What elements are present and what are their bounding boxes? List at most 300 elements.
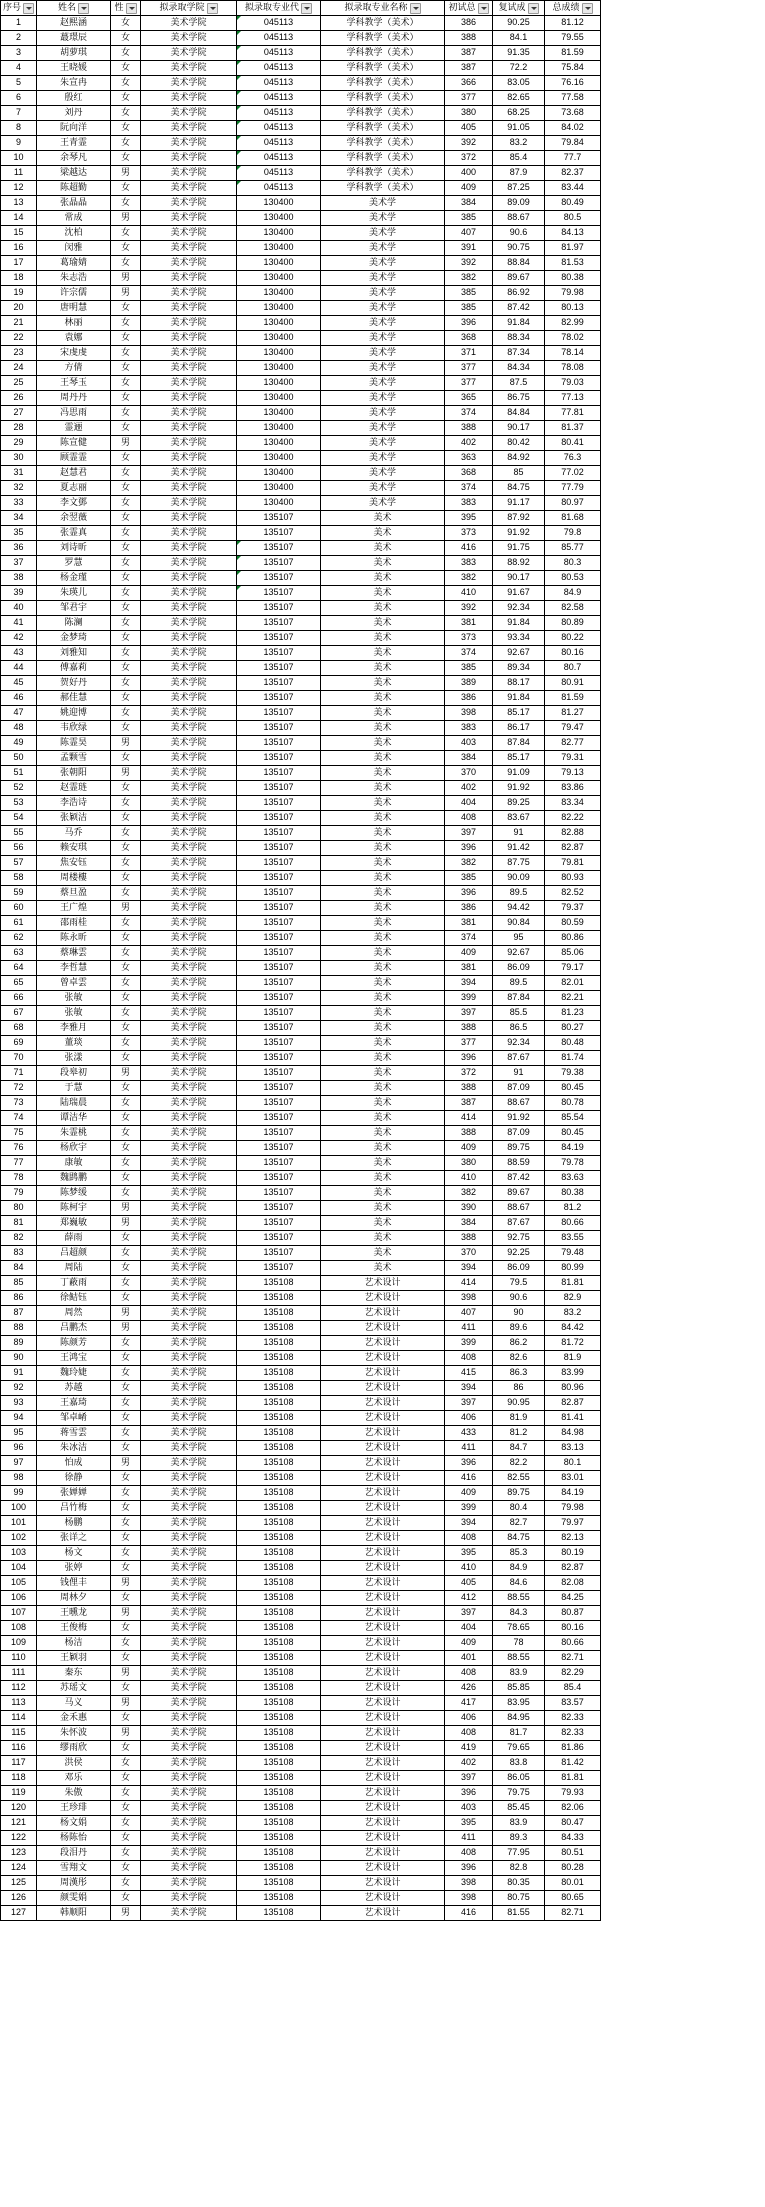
cell-major-name: 艺术设计	[321, 1681, 445, 1696]
cell-initial-score: 392	[445, 601, 493, 616]
cell-gender: 女	[111, 331, 141, 346]
cell-initial-score: 396	[445, 886, 493, 901]
cell-total-score: 82.21	[545, 991, 601, 1006]
cell-name: 王琴玉	[37, 376, 111, 391]
cell-gender: 女	[111, 1846, 141, 1861]
cell-index: 91	[1, 1366, 37, 1381]
cell-total-score: 77.7	[545, 151, 601, 166]
cell-retest-score: 87.42	[493, 1171, 545, 1186]
cell-initial-score: 408	[445, 1846, 493, 1861]
cell-college: 美术学院	[141, 961, 237, 976]
cell-index: 77	[1, 1156, 37, 1171]
cell-major-code: 135107	[237, 1171, 321, 1186]
cell-total-score: 84.19	[545, 1141, 601, 1156]
cell-major-code: 135107	[237, 706, 321, 721]
cell-college: 美术学院	[141, 1456, 237, 1471]
cell-gender: 男	[111, 1201, 141, 1216]
cell-retest-score: 82.2	[493, 1456, 545, 1471]
cell-index: 27	[1, 406, 37, 421]
cell-index: 18	[1, 271, 37, 286]
cell-total-score: 82.71	[545, 1906, 601, 1921]
cell-gender: 女	[111, 1831, 141, 1846]
column-header-college[interactable]	[141, 1, 237, 16]
cell-major-code: 130400	[237, 361, 321, 376]
table-row	[1, 556, 601, 571]
table-row	[1, 1891, 601, 1906]
cell-major-name: 美术	[321, 976, 445, 991]
cell-college: 美术学院	[141, 901, 237, 916]
cell-initial-score: 368	[445, 331, 493, 346]
cell-name: 王嘉琦	[37, 1396, 111, 1411]
cell-retest-score: 89.34	[493, 661, 545, 676]
cell-major-code: 135108	[237, 1321, 321, 1336]
cell-retest-score: 84.9	[493, 1561, 545, 1576]
cell-major-name: 艺术设计	[321, 1501, 445, 1516]
column-header-major-name[interactable]	[321, 1, 445, 16]
table-row	[1, 946, 601, 961]
cell-retest-score: 91	[493, 826, 545, 841]
table-row	[1, 166, 601, 181]
cell-major-code: 135108	[237, 1741, 321, 1756]
cell-total-score: 80.19	[545, 1546, 601, 1561]
table-row	[1, 1741, 601, 1756]
cell-retest-score: 84.7	[493, 1441, 545, 1456]
cell-gender: 男	[111, 436, 141, 451]
cell-total-score: 82.77	[545, 736, 601, 751]
cell-gender: 女	[111, 1441, 141, 1456]
cell-major-code: 135107	[237, 946, 321, 961]
cell-gender: 女	[111, 1156, 141, 1171]
cell-initial-score: 407	[445, 226, 493, 241]
cell-college: 美术学院	[141, 661, 237, 676]
cell-major-code: 135108	[237, 1861, 321, 1876]
cell-retest-score: 84.1	[493, 31, 545, 46]
cell-retest-score: 86.3	[493, 1366, 545, 1381]
cell-total-score: 80.22	[545, 631, 601, 646]
cell-retest-score: 84.34	[493, 361, 545, 376]
cell-index: 82	[1, 1231, 37, 1246]
cell-major-name: 美术学	[321, 436, 445, 451]
table-row	[1, 571, 601, 586]
cell-retest-score: 91.05	[493, 121, 545, 136]
cell-major-code: 045113	[237, 46, 321, 61]
cell-initial-score: 397	[445, 1396, 493, 1411]
cell-name: 曾卓雲	[37, 976, 111, 991]
cell-index: 76	[1, 1141, 37, 1156]
cell-gender: 女	[111, 586, 141, 601]
cell-retest-score: 78.65	[493, 1621, 545, 1636]
cell-gender: 女	[111, 1876, 141, 1891]
cell-index: 55	[1, 826, 37, 841]
cell-major-name: 艺术设计	[321, 1831, 445, 1846]
cell-total-score: 81.37	[545, 421, 601, 436]
cell-index: 86	[1, 1291, 37, 1306]
cell-college: 美术学院	[141, 1291, 237, 1306]
column-header-initial-score[interactable]	[445, 1, 493, 16]
table-row	[1, 916, 601, 931]
cell-index: 29	[1, 436, 37, 451]
table-row	[1, 16, 601, 31]
cell-retest-score: 87.84	[493, 736, 545, 751]
filter-dropdown-icon[interactable]	[478, 3, 489, 14]
cell-index: 40	[1, 601, 37, 616]
cell-initial-score: 392	[445, 136, 493, 151]
cell-initial-score: 373	[445, 526, 493, 541]
cell-total-score: 83.34	[545, 796, 601, 811]
cell-initial-score: 402	[445, 1756, 493, 1771]
table-row	[1, 721, 601, 736]
cell-index: 83	[1, 1246, 37, 1261]
cell-name: 杨文娟	[37, 1816, 111, 1831]
cell-college: 美术学院	[141, 811, 237, 826]
column-header-index[interactable]	[1, 1, 37, 16]
cell-major-code: 135107	[237, 1141, 321, 1156]
cell-major-name: 学科教学（美术）	[321, 61, 445, 76]
table-row	[1, 391, 601, 406]
cell-index: 103	[1, 1546, 37, 1561]
cell-index: 7	[1, 106, 37, 121]
cell-name: 殷红	[37, 91, 111, 106]
cell-name: 颜雯娟	[37, 1891, 111, 1906]
cell-initial-score: 416	[445, 1471, 493, 1486]
cell-college: 美术学院	[141, 271, 237, 286]
cell-retest-score: 92.67	[493, 646, 545, 661]
column-header-label: 总成绩	[552, 2, 580, 13]
cell-total-score: 82.29	[545, 1666, 601, 1681]
cell-initial-score: 397	[445, 1606, 493, 1621]
cell-index: 32	[1, 481, 37, 496]
cell-total-score: 76.16	[545, 76, 601, 91]
cell-total-score: 82.37	[545, 166, 601, 181]
cell-retest-score: 85	[493, 466, 545, 481]
cell-college: 美术学院	[141, 1276, 237, 1291]
cell-retest-score: 86.05	[493, 1771, 545, 1786]
cell-gender: 女	[111, 1006, 141, 1021]
table-row	[1, 1576, 601, 1591]
table-row	[1, 181, 601, 196]
cell-gender: 女	[111, 541, 141, 556]
cell-total-score: 79.84	[545, 136, 601, 151]
cell-retest-score: 88.17	[493, 676, 545, 691]
cell-major-code: 135107	[237, 1051, 321, 1066]
cell-total-score: 80.47	[545, 1816, 601, 1831]
cell-name: 常成	[37, 211, 111, 226]
cell-gender: 女	[111, 46, 141, 61]
cell-initial-score: 380	[445, 1156, 493, 1171]
cell-total-score: 81.2	[545, 1201, 601, 1216]
column-header-retest-score[interactable]	[493, 1, 545, 16]
cell-initial-score: 408	[445, 1351, 493, 1366]
cell-name: 康敏	[37, 1156, 111, 1171]
cell-retest-score: 78	[493, 1636, 545, 1651]
cell-college: 美术学院	[141, 706, 237, 721]
cell-retest-score: 83.95	[493, 1696, 545, 1711]
table-row	[1, 136, 601, 151]
cell-major-name: 美术学	[321, 361, 445, 376]
cell-gender: 女	[111, 1786, 141, 1801]
cell-retest-score: 85.3	[493, 1546, 545, 1561]
cell-name: 杨洁	[37, 1636, 111, 1651]
cell-major-code: 135107	[237, 1096, 321, 1111]
cell-initial-score: 371	[445, 346, 493, 361]
cell-total-score: 81.68	[545, 511, 601, 526]
cell-gender: 女	[111, 1186, 141, 1201]
cell-name: 赖安琪	[37, 841, 111, 856]
cell-major-name: 美术学	[321, 196, 445, 211]
cell-index: 110	[1, 1651, 37, 1666]
cell-major-code: 135108	[237, 1396, 321, 1411]
cell-name: 袁娜	[37, 331, 111, 346]
column-header-major-code[interactable]	[237, 1, 321, 16]
cell-total-score: 80.45	[545, 1081, 601, 1096]
cell-index: 111	[1, 1666, 37, 1681]
cell-major-name: 美术	[321, 556, 445, 571]
cell-total-score: 82.99	[545, 316, 601, 331]
table-row	[1, 1771, 601, 1786]
cell-major-name: 学科教学（美术）	[321, 151, 445, 166]
cell-gender: 女	[111, 1621, 141, 1636]
cell-index: 124	[1, 1861, 37, 1876]
cell-gender: 女	[111, 646, 141, 661]
cell-gender: 女	[111, 616, 141, 631]
cell-major-code: 130400	[237, 196, 321, 211]
cell-index: 33	[1, 496, 37, 511]
cell-retest-score: 87.9	[493, 166, 545, 181]
cell-college: 美术学院	[141, 256, 237, 271]
cell-gender: 男	[111, 1306, 141, 1321]
cell-name: 金禾惠	[37, 1711, 111, 1726]
cell-index: 34	[1, 511, 37, 526]
cell-college: 美术学院	[141, 451, 237, 466]
table-row	[1, 1366, 601, 1381]
cell-major-name: 美术	[321, 1231, 445, 1246]
cell-retest-score: 84.84	[493, 406, 545, 421]
cell-initial-score: 385	[445, 871, 493, 886]
cell-gender: 女	[111, 226, 141, 241]
cell-index: 87	[1, 1306, 37, 1321]
cell-initial-score: 398	[445, 1876, 493, 1891]
cell-major-name: 美术学	[321, 481, 445, 496]
cell-college: 美术学院	[141, 1876, 237, 1891]
cell-major-name: 美术	[321, 631, 445, 646]
cell-index: 97	[1, 1456, 37, 1471]
cell-total-score: 82.87	[545, 841, 601, 856]
cell-major-code: 135107	[237, 1126, 321, 1141]
cell-college: 美术学院	[141, 1141, 237, 1156]
cell-retest-score: 79.65	[493, 1741, 545, 1756]
cell-retest-score: 88.55	[493, 1591, 545, 1606]
cell-initial-score: 382	[445, 1186, 493, 1201]
table-row	[1, 1036, 601, 1051]
cell-gender: 女	[111, 61, 141, 76]
cell-retest-score: 88.67	[493, 1201, 545, 1216]
cell-name: 苏越	[37, 1381, 111, 1396]
cell-major-code: 135107	[237, 736, 321, 751]
cell-college: 美术学院	[141, 1516, 237, 1531]
column-header-total-score[interactable]	[545, 1, 601, 16]
table-row	[1, 451, 601, 466]
cell-name: 冯思雨	[37, 406, 111, 421]
cell-retest-score: 88.55	[493, 1651, 545, 1666]
cell-major-code: 130400	[237, 436, 321, 451]
column-header-name[interactable]	[37, 1, 111, 16]
cell-total-score: 80.96	[545, 1381, 601, 1396]
cell-retest-score: 86.09	[493, 961, 545, 976]
cell-name: 赵霊琏	[37, 781, 111, 796]
cell-retest-score: 82.55	[493, 1471, 545, 1486]
cell-initial-score: 405	[445, 121, 493, 136]
table-row	[1, 1621, 601, 1636]
table-row	[1, 1561, 601, 1576]
cell-initial-score: 377	[445, 91, 493, 106]
filter-dropdown-icon[interactable]	[78, 3, 89, 14]
cell-college: 美术学院	[141, 1486, 237, 1501]
cell-major-code: 130400	[237, 496, 321, 511]
cell-initial-score: 388	[445, 1021, 493, 1036]
cell-retest-score: 91.67	[493, 586, 545, 601]
cell-college: 美术学院	[141, 1756, 237, 1771]
cell-gender: 女	[111, 376, 141, 391]
cell-index: 58	[1, 871, 37, 886]
cell-index: 17	[1, 256, 37, 271]
cell-retest-score: 89.67	[493, 1186, 545, 1201]
table-row	[1, 1651, 601, 1666]
cell-gender: 女	[111, 916, 141, 931]
cell-retest-score: 91.17	[493, 496, 545, 511]
cell-index: 50	[1, 751, 37, 766]
cell-total-score: 79.38	[545, 1066, 601, 1081]
filter-dropdown-icon[interactable]	[582, 3, 593, 14]
cell-major-code: 135108	[237, 1486, 321, 1501]
cell-gender: 女	[111, 1021, 141, 1036]
cell-retest-score: 80.42	[493, 436, 545, 451]
cell-major-name: 美术	[321, 826, 445, 841]
cell-major-name: 美术	[321, 946, 445, 961]
cell-name: 周陆	[37, 1261, 111, 1276]
cell-initial-score: 395	[445, 511, 493, 526]
cell-major-code: 130400	[237, 391, 321, 406]
cell-gender: 女	[111, 526, 141, 541]
cell-major-code: 135108	[237, 1381, 321, 1396]
cell-name: 孟颗雪	[37, 751, 111, 766]
filter-dropdown-icon[interactable]	[301, 3, 312, 14]
cell-total-score: 79.55	[545, 31, 601, 46]
cell-college: 美术学院	[141, 106, 237, 121]
cell-retest-score: 84.95	[493, 1711, 545, 1726]
cell-gender: 女	[111, 181, 141, 196]
cell-college: 美术学院	[141, 586, 237, 601]
cell-retest-score: 87.09	[493, 1081, 545, 1096]
cell-college: 美术学院	[141, 1696, 237, 1711]
cell-name: 吕超颜	[37, 1246, 111, 1261]
cell-major-code: 135107	[237, 1246, 321, 1261]
filter-dropdown-icon[interactable]	[207, 3, 218, 14]
cell-initial-score: 383	[445, 556, 493, 571]
cell-retest-score: 85.85	[493, 1681, 545, 1696]
cell-name: 陈颜芳	[37, 1336, 111, 1351]
table-row	[1, 346, 601, 361]
table-row	[1, 481, 601, 496]
cell-major-name: 学科教学（美术）	[321, 76, 445, 91]
column-header-gender[interactable]	[111, 1, 141, 16]
cell-major-name: 艺术设计	[321, 1891, 445, 1906]
cell-index: 74	[1, 1111, 37, 1126]
cell-major-code: 135107	[237, 826, 321, 841]
cell-retest-score: 87.34	[493, 346, 545, 361]
cell-college: 美术学院	[141, 781, 237, 796]
table-row	[1, 211, 601, 226]
cell-initial-score: 384	[445, 1216, 493, 1231]
table-row	[1, 736, 601, 751]
cell-retest-score: 83.9	[493, 1816, 545, 1831]
cell-gender: 女	[111, 391, 141, 406]
cell-major-code: 135108	[237, 1546, 321, 1561]
cell-gender: 女	[111, 1501, 141, 1516]
cell-retest-score: 91.92	[493, 1111, 545, 1126]
cell-gender: 女	[111, 1246, 141, 1261]
cell-major-name: 美术学	[321, 376, 445, 391]
cell-college: 美术学院	[141, 1561, 237, 1576]
filter-dropdown-icon[interactable]	[410, 3, 421, 14]
filter-dropdown-icon[interactable]	[23, 3, 34, 14]
cell-major-name: 艺术设计	[321, 1636, 445, 1651]
cell-name: 徐鲒钰	[37, 1291, 111, 1306]
table-body	[1, 16, 601, 1921]
cell-total-score: 80.65	[545, 1891, 601, 1906]
cell-retest-score: 82.6	[493, 1351, 545, 1366]
cell-retest-score: 90.6	[493, 226, 545, 241]
cell-major-code: 135108	[237, 1471, 321, 1486]
cell-name: 魏玲婕	[37, 1366, 111, 1381]
cell-major-code: 130400	[237, 451, 321, 466]
table-row	[1, 1246, 601, 1261]
filter-dropdown-icon[interactable]	[528, 3, 539, 14]
cell-initial-score: 366	[445, 76, 493, 91]
cell-gender: 女	[111, 1801, 141, 1816]
table-row	[1, 511, 601, 526]
cell-name: 张颖洁	[37, 811, 111, 826]
cell-retest-score: 89.09	[493, 196, 545, 211]
table-row	[1, 316, 601, 331]
cell-total-score: 85.54	[545, 1111, 601, 1126]
cell-gender: 女	[111, 1711, 141, 1726]
cell-name: 张敏	[37, 991, 111, 1006]
cell-major-name: 学科教学（美术）	[321, 31, 445, 46]
cell-major-code: 135108	[237, 1291, 321, 1306]
filter-dropdown-icon[interactable]	[126, 3, 137, 14]
table-row	[1, 1306, 601, 1321]
cell-college: 美术学院	[141, 1096, 237, 1111]
cell-name: 阮向洋	[37, 121, 111, 136]
cell-retest-score: 89.75	[493, 1486, 545, 1501]
cell-name: 徐静	[37, 1471, 111, 1486]
cell-gender: 女	[111, 991, 141, 1006]
cell-major-name: 艺术设计	[321, 1546, 445, 1561]
cell-major-name: 艺术设计	[321, 1441, 445, 1456]
cell-initial-score: 411	[445, 1441, 493, 1456]
table-row	[1, 901, 601, 916]
cell-major-code: 135107	[237, 721, 321, 736]
cell-gender: 女	[111, 1336, 141, 1351]
cell-major-code: 135108	[237, 1606, 321, 1621]
cell-name: 段皋初	[37, 1066, 111, 1081]
cell-name: 陈超勤	[37, 181, 111, 196]
cell-total-score: 77.02	[545, 466, 601, 481]
cell-index: 5	[1, 76, 37, 91]
cell-total-score: 84.19	[545, 1486, 601, 1501]
cell-gender: 女	[111, 1126, 141, 1141]
cell-total-score: 83.13	[545, 1441, 601, 1456]
